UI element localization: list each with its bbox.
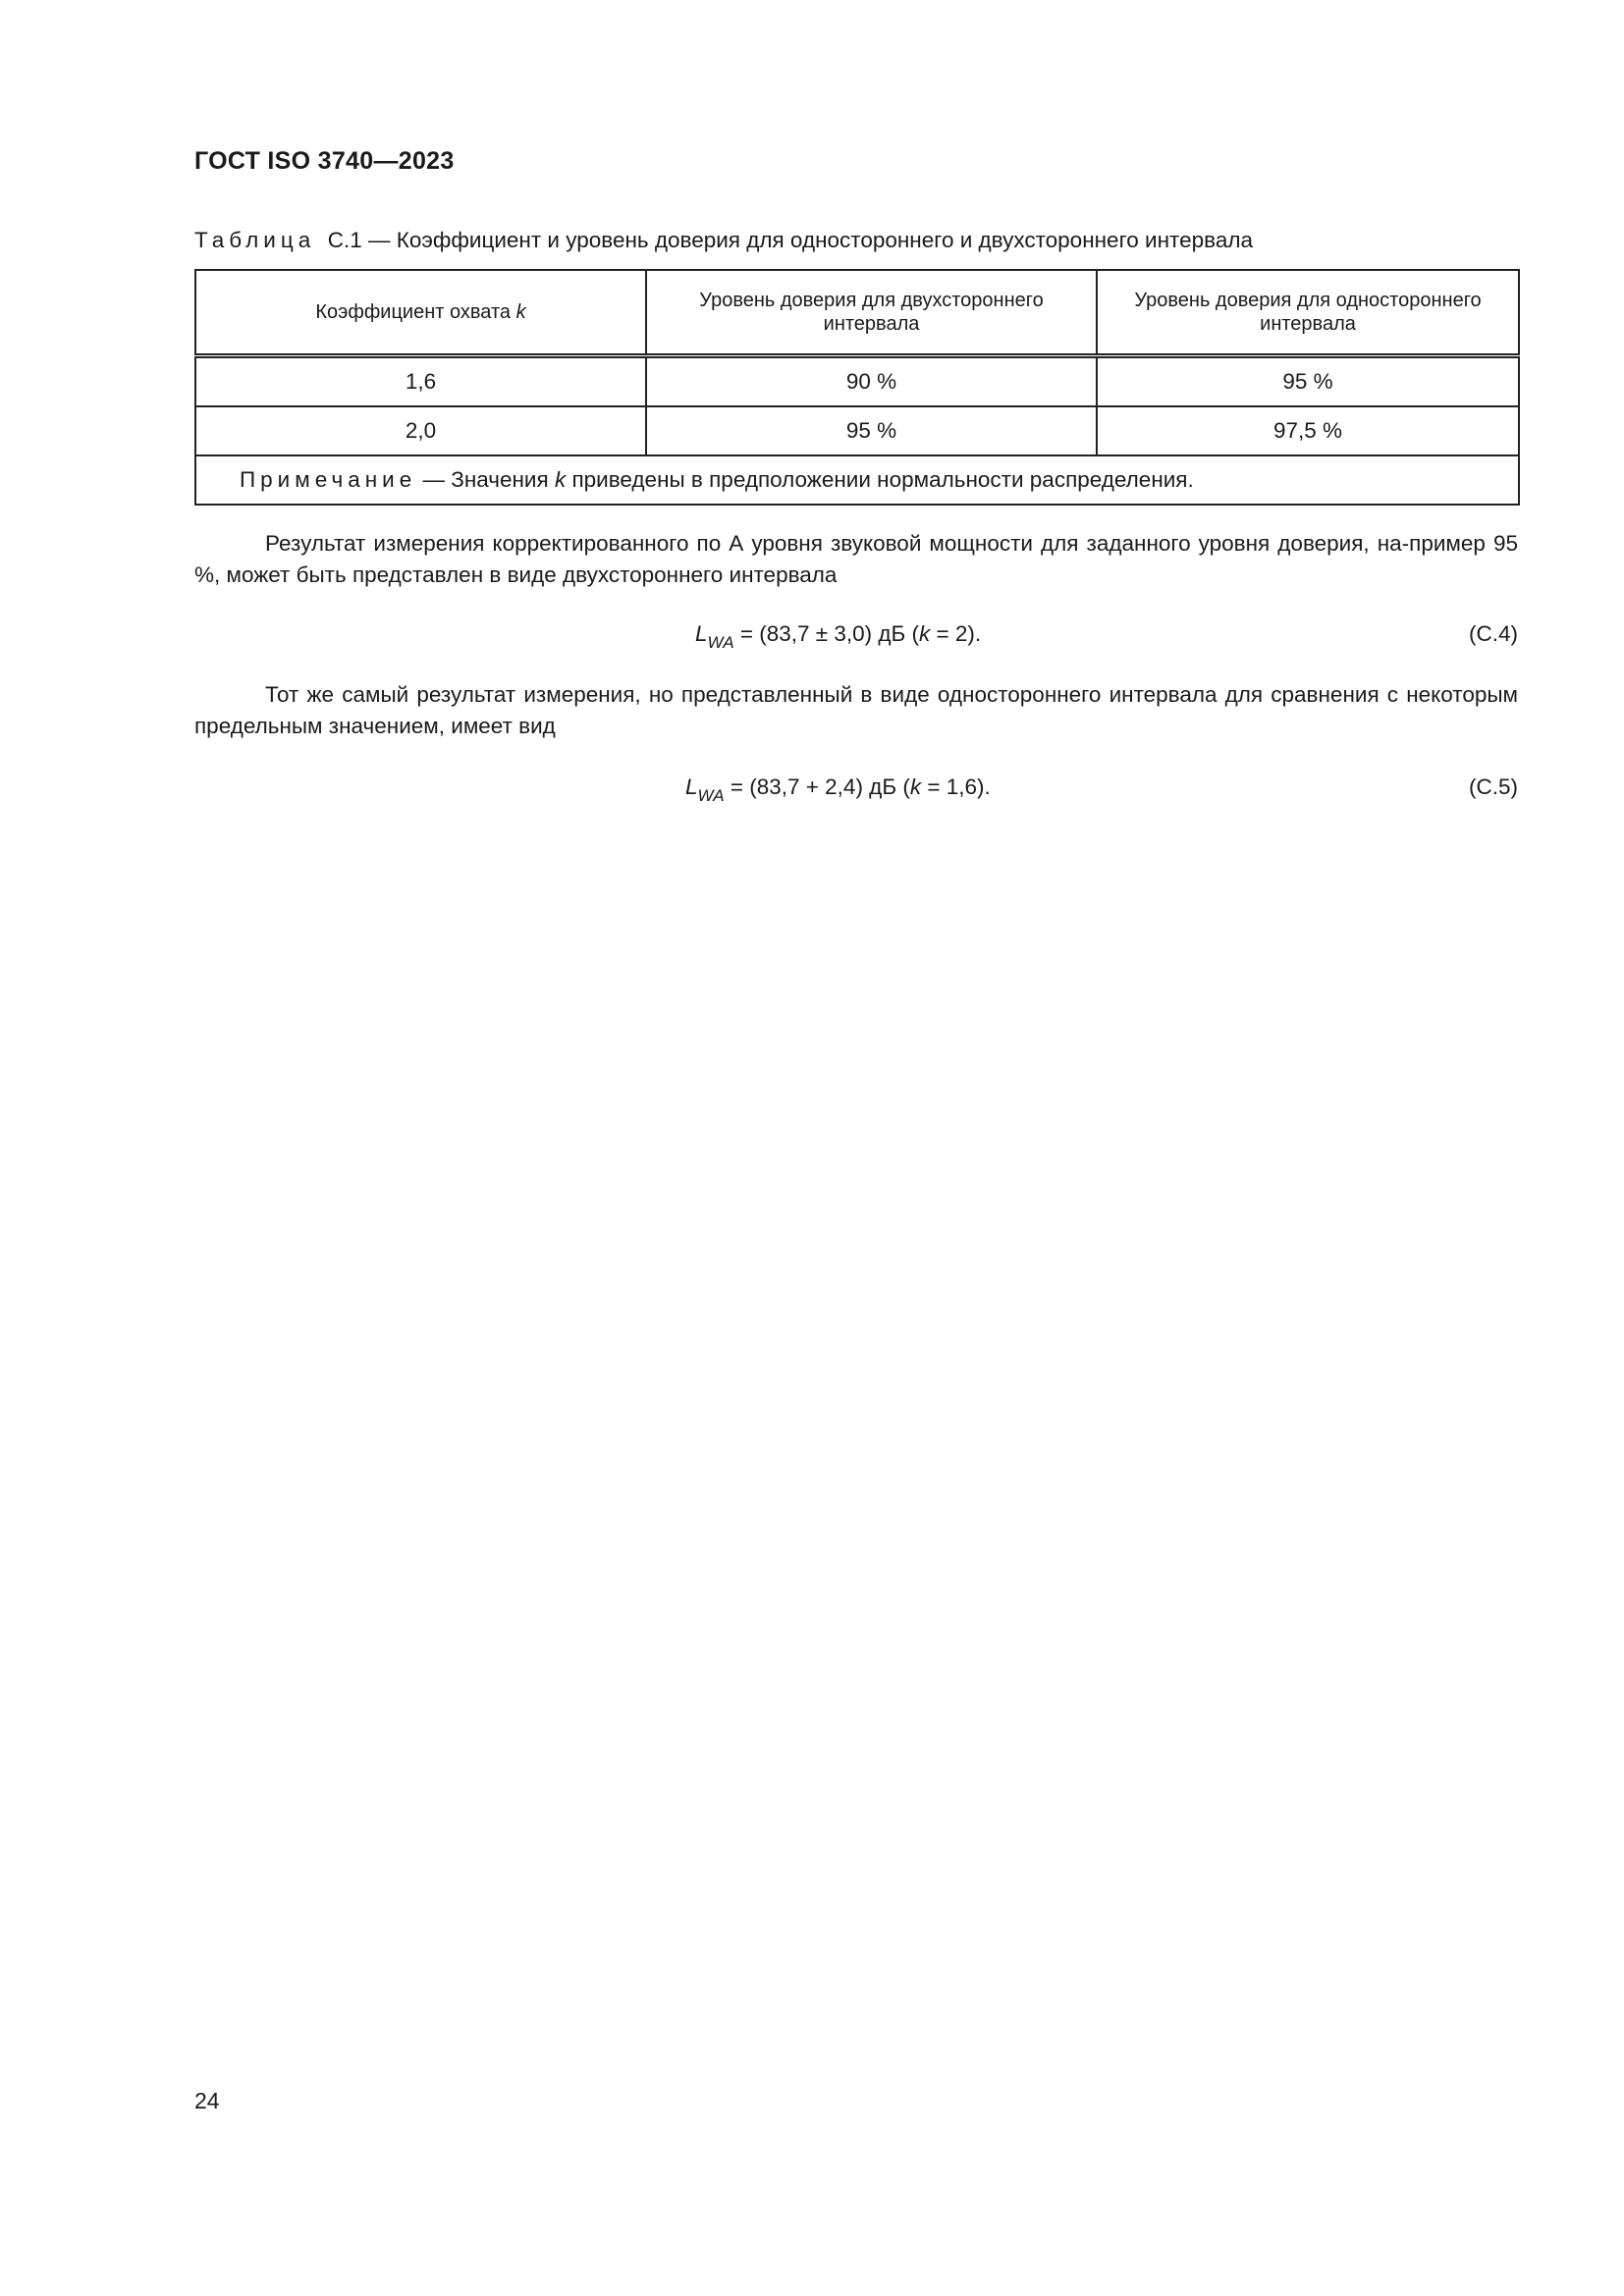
paragraph-two-sided: Результат измерения корректированного по А уровня звуковой мощности для заданного уровня доверия, на-пример 95 %, может быть представлен в виде двухстороннего интервала	[194, 531, 1518, 587]
formula-symbol: L	[685, 774, 698, 799]
formula-c5-row	[194, 774, 1518, 810]
column-header-var: k	[515, 301, 526, 323]
column-header-two-sided: Уровень доверия для двухстороннего интервала	[646, 270, 1097, 356]
table-caption	[194, 228, 1253, 253]
formula-tail: = 1,6).	[921, 774, 991, 799]
cell-coverage-factor: 2,0	[195, 406, 646, 455]
table-row	[195, 406, 1519, 455]
column-header-text: Коэффициент охвата	[315, 301, 516, 323]
formula-subscript: WA	[697, 786, 725, 805]
table-caption-title: С.1 — Коэффициент и уровень доверия для одностороннего и двухстороннего интервала	[327, 228, 1253, 252]
confidence-table	[194, 269, 1520, 506]
formula-c5	[685, 774, 991, 805]
document-header: ГОСТ ISO 3740—2023	[194, 147, 455, 175]
note-var: k	[554, 467, 567, 492]
table-row	[195, 356, 1519, 407]
formula-body: = (83,7 + 2,4) дБ (	[724, 774, 910, 799]
note-text-start: — Значения	[416, 467, 555, 492]
column-header-coverage-factor	[195, 270, 646, 356]
cell-one-sided: 95 %	[1097, 356, 1519, 407]
formula-var: k	[909, 774, 922, 799]
formula-symbol: L	[695, 621, 708, 646]
paragraph-one-sided: Тот же самый результат измерения, но представленный в виде одностороннего интервала для сравнения с некоторым предельным значением, имеет вид	[194, 682, 1518, 738]
cell-two-sided: 90 %	[646, 356, 1097, 407]
formula-subscript: WA	[707, 633, 734, 652]
formula-tail: = 2).	[930, 621, 982, 646]
column-header-one-sided: Уровень доверия для одностороннего интервала	[1097, 270, 1519, 356]
note-text-end: приведены в предположении нормальности распределения.	[566, 467, 1194, 492]
formula-c4-row	[194, 621, 1518, 657]
table-note-row	[195, 455, 1519, 505]
table-caption-label: Таблица	[194, 228, 316, 252]
cell-coverage-factor: 1,6	[195, 356, 646, 407]
formula-number-c4: (С.4)	[1469, 621, 1518, 646]
cell-one-sided: 97,5 %	[1097, 406, 1519, 455]
table-note	[195, 455, 1519, 505]
table-header-row	[195, 270, 1519, 356]
cell-two-sided: 95 %	[646, 406, 1097, 455]
formula-number-c5: (С.5)	[1469, 774, 1518, 799]
page-number: 24	[194, 2088, 220, 2113]
note-label: Примечание	[240, 467, 417, 492]
formula-var: k	[919, 621, 931, 646]
formula-body: = (83,7 ± 3,0) дБ (	[733, 621, 920, 646]
formula-c4	[695, 621, 982, 652]
